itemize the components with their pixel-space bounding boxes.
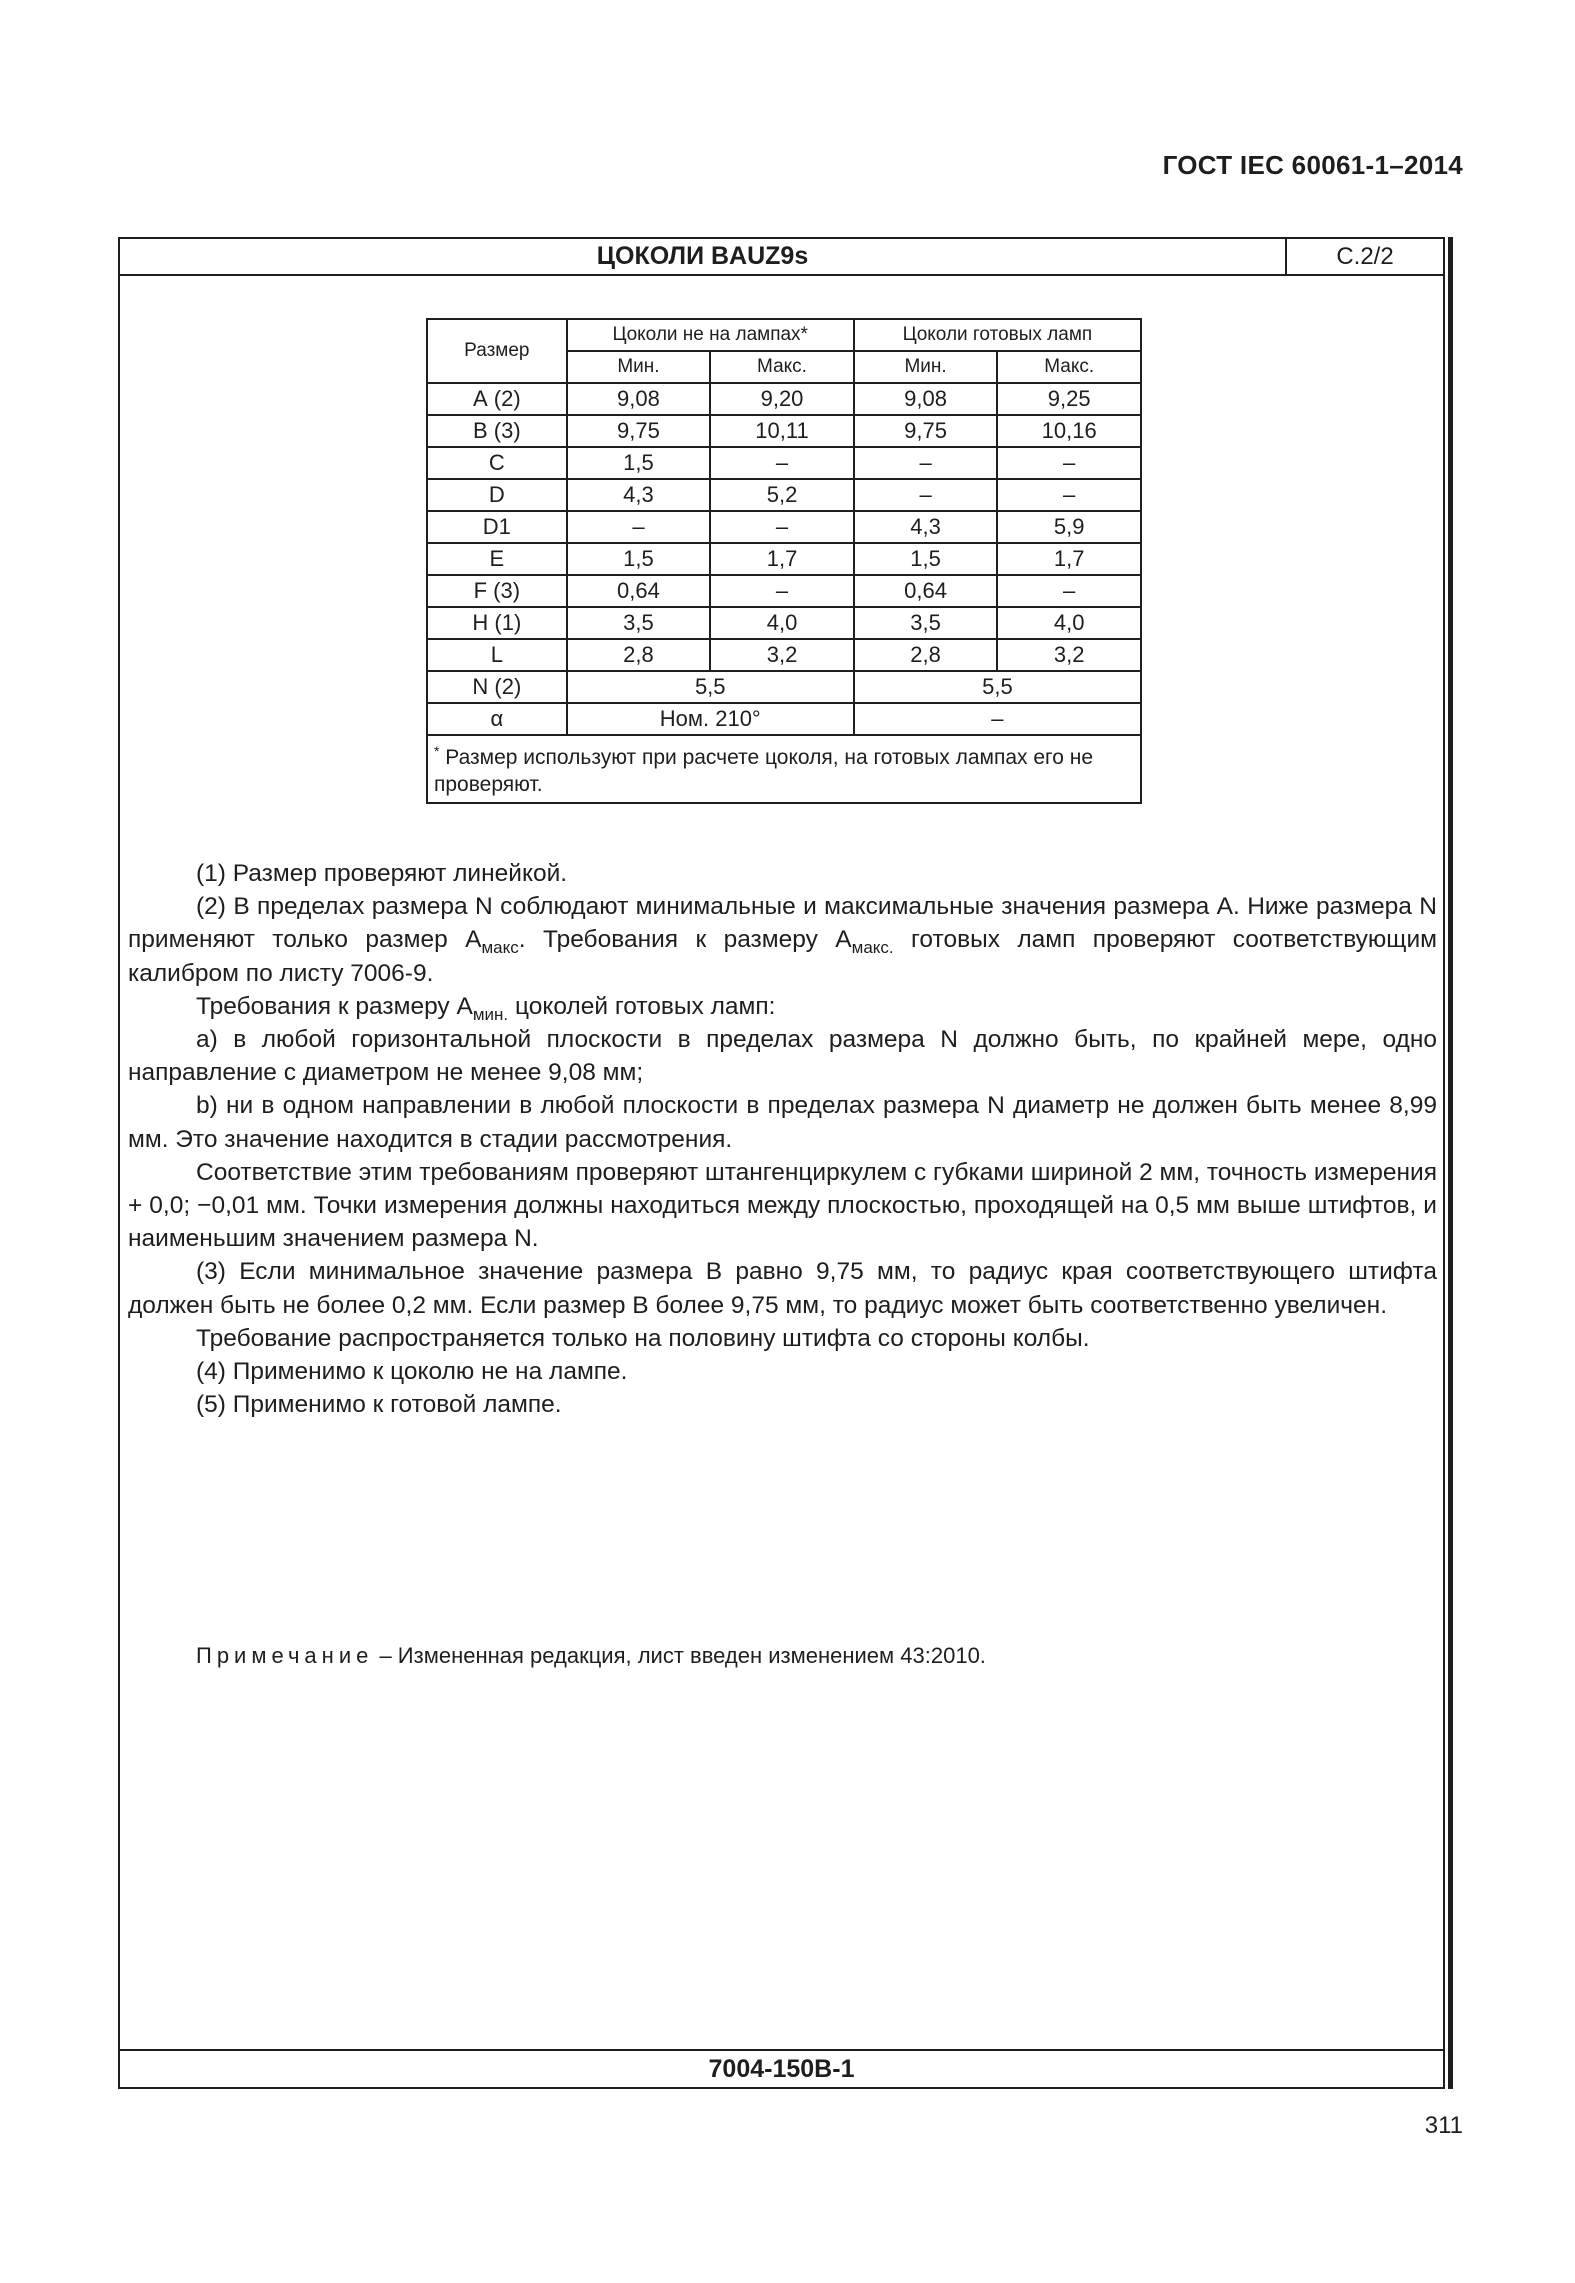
sheet-frame xyxy=(118,237,1445,2089)
table-row xyxy=(427,415,1141,447)
note-paragraph: (3) Если минимальное значение размера В равно 9,75 мм, то радиус края соответствующего штифта должен быть не более 0,2 мм. Если размер В более 9,75 мм, то радиус может быть соответственно увеличен. xyxy=(128,1258,1437,1319)
value-cell: – xyxy=(854,447,998,479)
value-cell: 5,9 xyxy=(997,511,1141,543)
dimensions-table xyxy=(426,318,1142,804)
value-cell: 5,5 xyxy=(567,671,854,703)
value-cell: 1,5 xyxy=(854,543,998,575)
note-paragraph: Требования к размеру $А_{мин.}$ цоколей готовых ламп: xyxy=(196,992,776,1024)
size-cell: α xyxy=(427,703,567,735)
table-footnote-row xyxy=(427,735,1141,803)
value-cell: 9,75 xyxy=(567,415,711,447)
footnote-mark: * xyxy=(434,743,440,759)
size-cell: D1 xyxy=(427,511,567,543)
sheet-title: ЦОКОЛИ BAUZ9s xyxy=(596,242,809,270)
notes-text xyxy=(128,857,1437,1421)
table-row xyxy=(427,511,1141,543)
value-cell: 3,5 xyxy=(567,607,711,639)
value-cell: – xyxy=(710,447,854,479)
value-cell: – xyxy=(854,479,998,511)
value-cell: 4,0 xyxy=(710,607,854,639)
value-cell: 9,25 xyxy=(997,383,1141,415)
min-header: Мин. xyxy=(854,351,998,383)
value-cell: – xyxy=(710,575,854,607)
sheet-header xyxy=(120,239,1443,276)
value-cell: 1,7 xyxy=(710,543,854,575)
size-cell: N (2) xyxy=(427,671,567,703)
remark xyxy=(196,1643,986,1669)
frame-edge xyxy=(1448,237,1453,2089)
value-cell: 5,2 xyxy=(710,479,854,511)
value-cell: – xyxy=(710,511,854,543)
page-number: 311 xyxy=(1424,2112,1463,2139)
note-paragraph: (1) Размер проверяют линейкой. xyxy=(196,860,568,887)
group-finished-header: Цоколи готовых ламп xyxy=(854,319,1141,351)
value-cell: – xyxy=(854,703,1141,735)
table-footnote xyxy=(427,735,1141,803)
table-row xyxy=(427,639,1141,671)
value-cell: 3,2 xyxy=(710,639,854,671)
value-cell: 9,75 xyxy=(854,415,998,447)
value-cell: 1,7 xyxy=(997,543,1141,575)
value-cell: Ном. 210° xyxy=(567,703,854,735)
table-row xyxy=(427,543,1141,575)
size-cell: D xyxy=(427,479,567,511)
col-size-header: Размер xyxy=(427,319,567,383)
note-paragraph: Соответствие этим требованиям проверяют штангенциркулем с губками шириной 2 мм, точность измерения + 0,0; −0,01 мм. Точки измерения должны находиться между плоскостью, проходящей на 0,5 мм выше штифтов, и наименьшим значением размера N. xyxy=(128,1158,1437,1253)
table-row xyxy=(427,479,1141,511)
value-cell: 3,2 xyxy=(997,639,1141,671)
max-header: Макс. xyxy=(997,351,1141,383)
remark-text: – Измененная редакция, лист введен изменением 43:2010. xyxy=(373,1643,986,1668)
value-cell: – xyxy=(567,511,711,543)
size-cell: Е xyxy=(427,543,567,575)
footnote-text: Размер используют при расчете цоколя, на готовых лампах его не проверяют. xyxy=(434,746,1094,796)
note-paragraph: (5) Применимо к готовой лампе. xyxy=(196,1391,562,1419)
table-row xyxy=(427,383,1141,415)
value-cell: 0,64 xyxy=(567,575,711,607)
size-cell: А (2) xyxy=(427,383,567,415)
value-cell: – xyxy=(997,479,1141,511)
note-paragraph: а) в любой горизонтальной плоскости в пределах размера N должно быть, по крайней мере, одно направление с диаметром не менее 9,08 мм; xyxy=(128,1026,1437,1087)
value-cell: 2,8 xyxy=(567,639,711,671)
value-cell: 1,5 xyxy=(567,447,711,479)
value-cell: 5,5 xyxy=(854,671,1141,703)
remark-label: Примечание xyxy=(196,1643,374,1668)
size-cell: L xyxy=(427,639,567,671)
value-cell: 9,20 xyxy=(710,383,854,415)
standard-designation: ГОСТ IEC 60061-1–2014 xyxy=(1162,150,1463,180)
value-cell: 4,3 xyxy=(854,511,998,543)
value-cell: 1,5 xyxy=(567,543,711,575)
note-paragraph: Требование распространяется только на половину штифта со стороны колбы. xyxy=(196,1324,1090,1352)
table-row xyxy=(427,575,1141,607)
table-body xyxy=(427,383,1141,671)
size-cell: Н (1) xyxy=(427,607,567,639)
max-header: Макс. xyxy=(710,351,854,383)
note-paragraph: b) ни в одном направлении в любой плоскости в пределах размера N диаметр не должен быть менее 8,99 мм. Это значение находится в стадии рассмотрения. xyxy=(128,1092,1437,1153)
size-cell: F (3) xyxy=(427,575,567,607)
note-paragraph: (2) В пределах размера N соблюдают минимальные и максимальные значения размера А. Ниже размера N применяют только размер $А_{макс}$. Требования к размеру $А_{макс.}$ готовых ламп проверяют соответствующим калибром по листу 7006-9. xyxy=(128,893,1437,987)
size-cell: С xyxy=(427,447,567,479)
value-cell: 9,08 xyxy=(854,383,998,415)
sheet-code: 7004-150В-1 xyxy=(120,2049,1443,2087)
note-paragraph: (4) Применимо к цоколю не на лампе. xyxy=(196,1358,628,1386)
table-row xyxy=(427,607,1141,639)
value-cell: 9,08 xyxy=(567,383,711,415)
table-row xyxy=(427,671,1141,703)
group-unmounted-header: Цоколи не на лампах* xyxy=(567,319,854,351)
value-cell: 4,0 xyxy=(997,607,1141,639)
value-cell: 0,64 xyxy=(854,575,998,607)
value-cell: 4,3 xyxy=(567,479,711,511)
value-cell: 3,5 xyxy=(854,607,998,639)
value-cell: 10,16 xyxy=(997,415,1141,447)
value-cell: – xyxy=(997,575,1141,607)
table-row xyxy=(427,447,1141,479)
value-cell: – xyxy=(997,447,1141,479)
value-cell: 2,8 xyxy=(854,639,998,671)
value-cell: 10,11 xyxy=(710,415,854,447)
table-row xyxy=(427,703,1141,735)
size-cell: В (3) xyxy=(427,415,567,447)
sheet-number: С.2/2 xyxy=(1285,239,1443,274)
min-header: Мин. xyxy=(567,351,711,383)
